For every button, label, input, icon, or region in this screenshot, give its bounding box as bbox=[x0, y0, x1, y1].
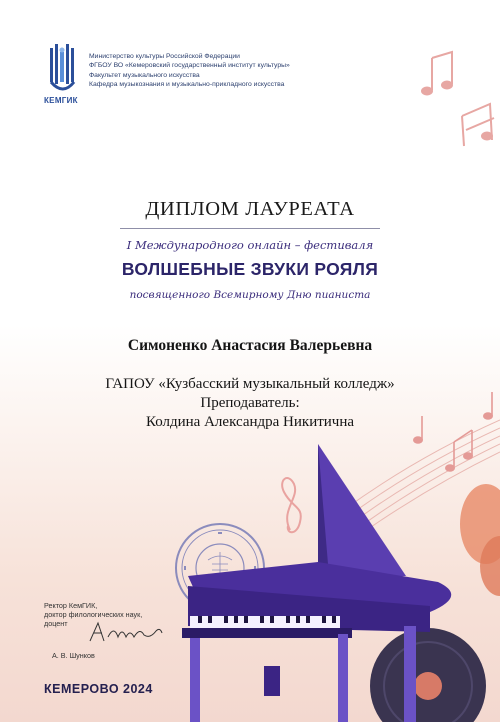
rector-line: Ректор КемГИК, bbox=[44, 601, 98, 610]
rector-signature bbox=[86, 619, 166, 647]
kemgik-logo-icon bbox=[48, 42, 78, 102]
rector-line: доцент bbox=[44, 619, 68, 629]
teacher-name: Колдина Александра Никитична bbox=[145, 414, 355, 430]
school-name: ГАПОУ «Кузбасский музыкальный колледж» bbox=[105, 376, 395, 392]
org-line: Министерство культуры Российской Федерации bbox=[89, 53, 240, 60]
laureate-name: Симоненко Анастасия Валерьевна bbox=[127, 337, 373, 354]
teacher-label: Преподаватель: bbox=[200, 395, 300, 411]
rector-name: А. В. Шунков bbox=[52, 651, 95, 660]
organization-lines bbox=[89, 52, 290, 90]
org-line: ФГБОУ ВО «Кемеровский государственный институт культуры» bbox=[89, 62, 290, 70]
logo-wordmark: КЕМГИК bbox=[44, 96, 78, 105]
diploma-title: ДИПЛОМ ЛАУРЕАТА bbox=[145, 198, 355, 220]
city-year: КЕМЕРОВО 2024 bbox=[44, 682, 153, 696]
music-notes-decoration bbox=[400, 38, 500, 148]
title-divider bbox=[120, 228, 380, 229]
dedication-line: посвященного Всемирному Дню пианиста bbox=[129, 289, 371, 301]
org-line: Факультет музыкального искусства bbox=[89, 71, 200, 79]
festival-name: ВОЛШЕБНЫЕ ЗВУКИ РОЯЛЯ bbox=[121, 259, 379, 279]
org-line: Кафедра музыкознания и музыкально-прикладного искусства bbox=[89, 81, 285, 89]
rector-line: доктор филологических наук, bbox=[44, 610, 143, 620]
festival-line: I Международного онлайн – фестиваля bbox=[126, 238, 374, 252]
grand-piano-illustration bbox=[168, 436, 500, 722]
